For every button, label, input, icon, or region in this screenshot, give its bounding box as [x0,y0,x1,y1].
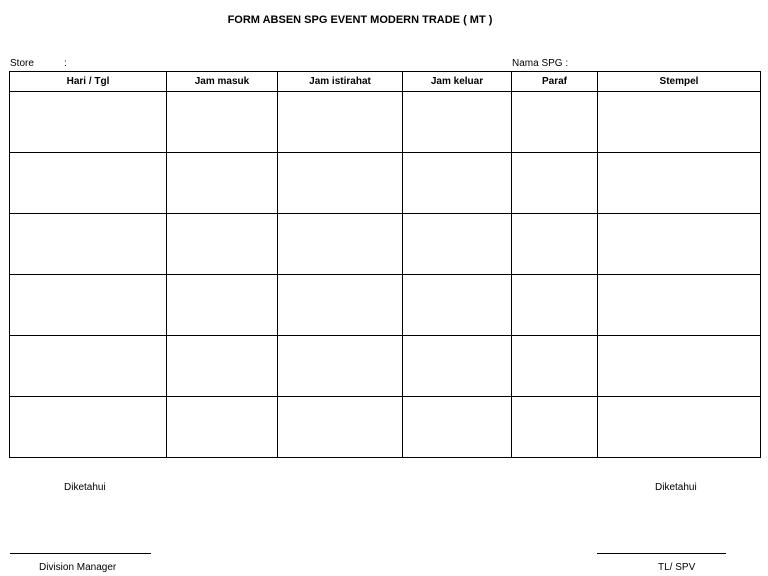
table-cell[interactable] [512,214,598,275]
table-cell[interactable] [512,275,598,336]
table-cell[interactable] [403,336,512,397]
store-colon: : [64,58,67,69]
table-row [10,397,761,458]
right-acknowledged-label: Diketahui [655,482,697,493]
table-cell[interactable] [167,336,278,397]
table-cell[interactable] [403,153,512,214]
table-row [10,275,761,336]
table-cell[interactable] [278,92,403,153]
table-cell[interactable] [167,92,278,153]
table-cell[interactable] [278,275,403,336]
table-cell[interactable] [598,275,761,336]
table-cell[interactable] [278,397,403,458]
table-cell[interactable] [167,275,278,336]
header-jam-keluar: Jam keluar [403,72,512,92]
table-cell[interactable] [278,214,403,275]
table-cell[interactable] [512,397,598,458]
table-cell[interactable] [598,397,761,458]
table-cell[interactable] [10,275,167,336]
table-cell[interactable] [598,214,761,275]
table-row [10,153,761,214]
table-cell[interactable] [10,214,167,275]
right-signature-line [597,553,726,554]
table-cell[interactable] [278,336,403,397]
table-cell[interactable] [403,214,512,275]
table-cell[interactable] [598,92,761,153]
spg-name-label: Nama SPG : [512,58,569,69]
table-cell[interactable] [167,214,278,275]
division-manager-label: Division Manager [39,562,117,573]
table-cell[interactable] [403,397,512,458]
table-cell[interactable] [10,153,167,214]
header-paraf: Paraf [512,72,598,92]
table-row [10,92,761,153]
header-stempel: Stempel [598,72,761,92]
store-label: Store [10,58,34,69]
header-jam-masuk: Jam masuk [167,72,278,92]
table-cell[interactable] [278,153,403,214]
form-title: FORM ABSEN SPG EVENT MODERN TRADE ( MT ) [227,14,493,26]
table-cell[interactable] [167,153,278,214]
table-cell[interactable] [403,275,512,336]
table-cell[interactable] [512,153,598,214]
header-hari-tgl: Hari / Tgl [10,72,167,92]
table-row [10,214,761,275]
table-cell[interactable] [598,336,761,397]
table-cell[interactable] [598,153,761,214]
tl-spv-label: TL/ SPV [658,562,696,573]
left-signature-line [10,553,151,554]
table-cell[interactable] [512,92,598,153]
table-cell[interactable] [10,92,167,153]
table-cell[interactable] [10,397,167,458]
table-cell[interactable] [167,397,278,458]
table-row [10,336,761,397]
table-cell[interactable] [403,92,512,153]
table-cell[interactable] [512,336,598,397]
table-cell[interactable] [10,336,167,397]
left-acknowledged-label: Diketahui [64,482,106,493]
header-jam-istirahat: Jam istirahat [278,72,403,92]
table-header-row [10,72,761,92]
attendance-table [9,71,761,458]
